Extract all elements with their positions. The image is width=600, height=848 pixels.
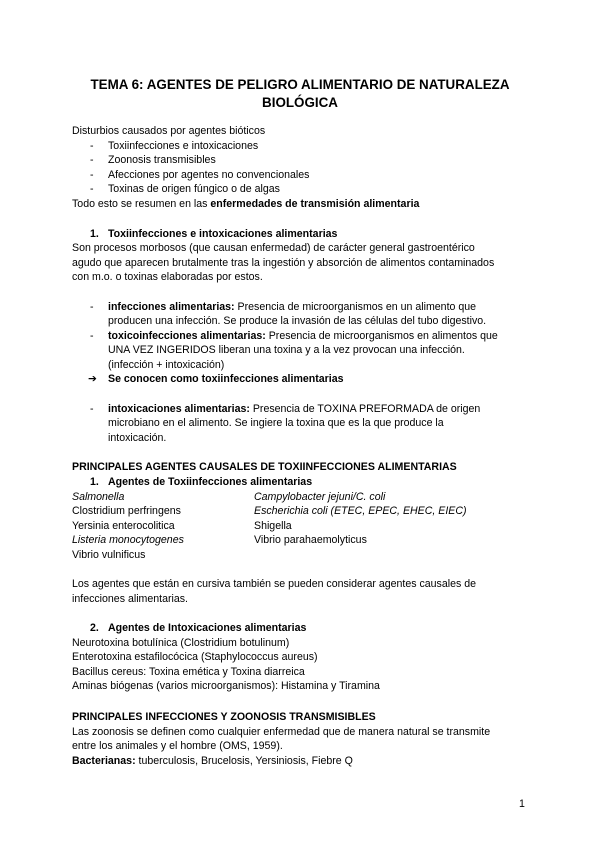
definition-text: UNA VEZ INGERIDOS liberan una toxina y a la vez provocan una infección. <box>108 344 465 356</box>
agent-right: Shigella <box>254 520 292 532</box>
definition-text: microbiano en el alimento. Se ingiere la toxina que es la que produce la <box>108 417 444 429</box>
section-heading: Agentes de Intoxicaciones alimentarias <box>108 622 307 634</box>
paragraph-line: infecciones alimentarias. <box>72 593 188 605</box>
agent-left: Listeria monocytogenes <box>72 534 184 546</box>
intro-item: Toxinas de origen fúngico o de algas <box>108 183 280 195</box>
definition-text: (infección + intoxicación) <box>108 359 225 371</box>
agent-left: Salmonella <box>72 491 125 503</box>
intro-item: Afecciones por agentes no convencionales <box>108 169 310 181</box>
bullet-dash: - <box>90 301 94 313</box>
definition-text: Presencia de TOXINA PREFORMADA de origen <box>249 403 481 415</box>
agent-right: Vibrio parahaemolyticus <box>254 534 367 546</box>
agents-subheading: Agentes de Toxiinfecciones alimentarias <box>108 476 313 488</box>
toxin-item: Aminas biógenas (varios microorganismos): Histamina y Tiramina <box>72 680 380 692</box>
definition-term: infecciones alimentarias: <box>108 301 235 313</box>
arrow-note: Se conocen como toxiinfecciones alimentarias <box>108 373 344 385</box>
agent-left: Yersinia enterocolitica <box>72 520 175 532</box>
section-heading: Toxiinfecciones e intoxicaciones alimentarias <box>108 228 338 240</box>
agent-right: Escherichia coli (ETEC, EPEC, EHEC, EIEC) <box>254 505 467 517</box>
agent-left: Clostridium perfringens <box>72 505 181 517</box>
paragraph-line: Son procesos morbosos (que causan enfermedad) de carácter general gastroentérico <box>72 242 475 254</box>
definition-text: producen una infección. Se produce la invasión de las células del tubo digestivo. <box>108 315 487 327</box>
paragraph-line: Los agentes que están en cursiva también se pueden considerar agentes causales de <box>72 578 477 590</box>
section-number: 2. <box>90 622 99 634</box>
paragraph-line: Las zoonosis se definen como cualquier enfermedad que de manera natural se transmite <box>72 726 491 738</box>
intro-item: Toxiinfecciones e intoxicaciones <box>108 140 259 152</box>
bullet-dash: - <box>90 140 94 152</box>
bacterial-label: Bacterianas: <box>72 755 136 767</box>
definition-term: toxicoinfecciones alimentarias: <box>108 330 266 342</box>
bullet-dash: - <box>90 330 94 342</box>
paragraph-line: con m.o. o toxinas elaboradas por estos. <box>72 271 263 283</box>
bullet-dash: - <box>90 169 94 181</box>
page-title <box>60 76 540 112</box>
summary-bold: enfermedades de transmisión alimentaria <box>210 198 420 210</box>
definition-toxicoinfecciones <box>108 329 498 344</box>
toxin-item: Enterotoxina estafilocócica (Staphylococcus aureus) <box>72 651 318 663</box>
bacterial-line <box>72 754 353 769</box>
definition-term: intoxicaciones alimentarias: <box>108 403 250 415</box>
paragraph-line: entre los animales y el hombre (OMS, 1959). <box>72 740 283 752</box>
intro-text: Disturbios causados por agentes bióticos <box>72 125 266 137</box>
agent-left: Vibrio vulnificus <box>72 549 146 561</box>
bullet-dash: - <box>90 403 94 415</box>
intro-item: Zoonosis transmisibles <box>108 154 216 166</box>
arrow-icon: ➔ <box>88 373 97 385</box>
definition-text: Presencia de microorganismos en alimentos que <box>265 330 498 342</box>
page-number: 1 <box>519 798 525 810</box>
paragraph-line: agudo que aparecen brutalmente tras la ingestión y absorción de alimentos contaminados <box>72 257 495 269</box>
zoonosis-heading: PRINCIPALES INFECCIONES Y ZOONOSIS TRANSMISIBLES <box>72 711 376 723</box>
toxin-item: Bacillus cereus: Toxina emética y Toxina diarreica <box>72 666 305 678</box>
summary-prefix: Todo esto se resumen en las <box>72 198 211 210</box>
section-number: 1. <box>90 228 99 240</box>
bacterial-text: tuberculosis, Brucelosis, Yersiniosis, Fiebre Q <box>135 755 353 767</box>
toxin-item: Neurotoxina botulínica (Clostridium botulinum) <box>72 637 290 649</box>
agents-heading: PRINCIPALES AGENTES CAUSALES DE TOXIINFECCIONES ALIMENTARIAS <box>72 461 457 473</box>
definition-infecciones <box>108 300 476 315</box>
bullet-dash: - <box>90 154 94 166</box>
definition-text: intoxicación. <box>108 432 167 444</box>
definition-text: Presencia de microorganismos en un alimento que <box>234 301 477 313</box>
agent-right: Campylobacter jejuni/C. coli <box>254 491 386 503</box>
title-line-2: BIOLÓGICA <box>262 95 338 110</box>
definition-intoxicaciones <box>108 402 480 417</box>
section-number: 1. <box>90 476 99 488</box>
title-line-1: TEMA 6: AGENTES DE PELIGRO ALIMENTARIO DE NATURALEZA <box>90 77 510 92</box>
bullet-dash: - <box>90 183 94 195</box>
summary-line <box>72 197 419 212</box>
